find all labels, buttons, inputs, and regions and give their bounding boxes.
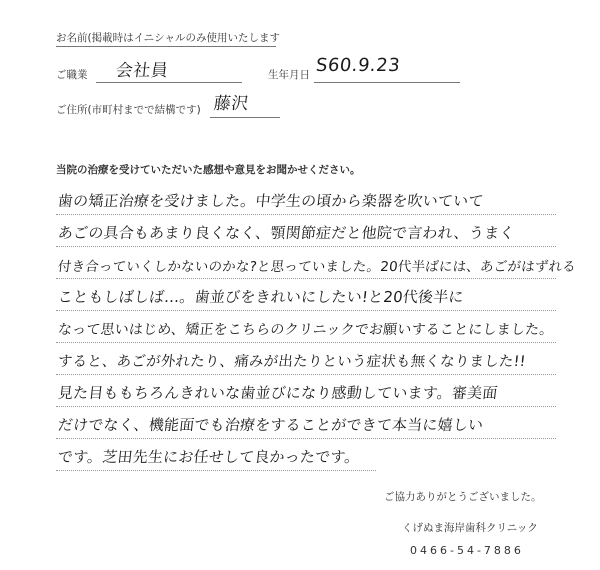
comment-text: 歯の矯正治療を受けました。中学生の頃から楽器を吹いていて <box>57 192 485 210</box>
address-label: ご住所(市町村までで結構です) <box>56 104 201 116</box>
occupation-underline <box>96 82 242 83</box>
name-underline <box>56 46 276 47</box>
clinic-name: くげぬま海岸歯科クリニック <box>402 522 538 534</box>
comment-line <box>56 342 556 375</box>
comment-text: です。芝田先生にお任せして良かったです。 <box>57 448 361 466</box>
address-value[interactable]: 藤沢 <box>212 94 250 114</box>
address-underline <box>210 117 280 118</box>
thanks-text: ご協力ありがとうございました。 <box>384 491 542 503</box>
occupation-label: ご職業 <box>56 69 88 81</box>
comment-text: 付き合っていくしかないのかな?と思っていました。20代半ばには、あごがはずれる <box>56 259 577 275</box>
comment-text: なって思いはじめ、矯正をこちらのクリニックでお願いすることにしました。 <box>57 322 555 338</box>
comment-text: こともしばしば…。歯並びをきれいにしたい!と20代後半に <box>57 288 465 306</box>
comment-line <box>56 310 556 343</box>
comment-line <box>56 246 577 279</box>
birthdate-label: 生年月日 <box>268 69 310 81</box>
feedback-prompt: 当院の治療を受けていただいた感想や意見をお聞かせください。 <box>56 164 361 176</box>
comment-line <box>56 406 556 439</box>
birthdate-underline <box>314 82 460 83</box>
comment-line <box>56 214 556 247</box>
comment-text: すると、あごが外れたり、痛みが出たりという症状も無くなりました!! <box>57 354 527 370</box>
comment-line <box>56 438 376 471</box>
comment-line <box>56 278 556 311</box>
comment-text: 見た目ももちろんきれいな歯並びになり感動しています。審美面 <box>57 384 499 402</box>
comment-text: だけでなく、機能面でも治療をすることができて本当に嬉しい <box>57 416 485 434</box>
occupation-value[interactable]: 会社員 <box>114 61 170 81</box>
clinic-phone: 0466-54-7886 <box>410 544 524 557</box>
name-label: お名前(掲載時はイニシャルのみ使用いたします <box>56 32 280 44</box>
comment-text: あごの具合もあまり良くなく、顎関節症だと他院で言われ、うまく <box>57 224 516 242</box>
comment-line <box>56 182 556 215</box>
comment-line <box>56 374 556 407</box>
birthdate-value[interactable]: S60.9.23 <box>314 55 402 76</box>
